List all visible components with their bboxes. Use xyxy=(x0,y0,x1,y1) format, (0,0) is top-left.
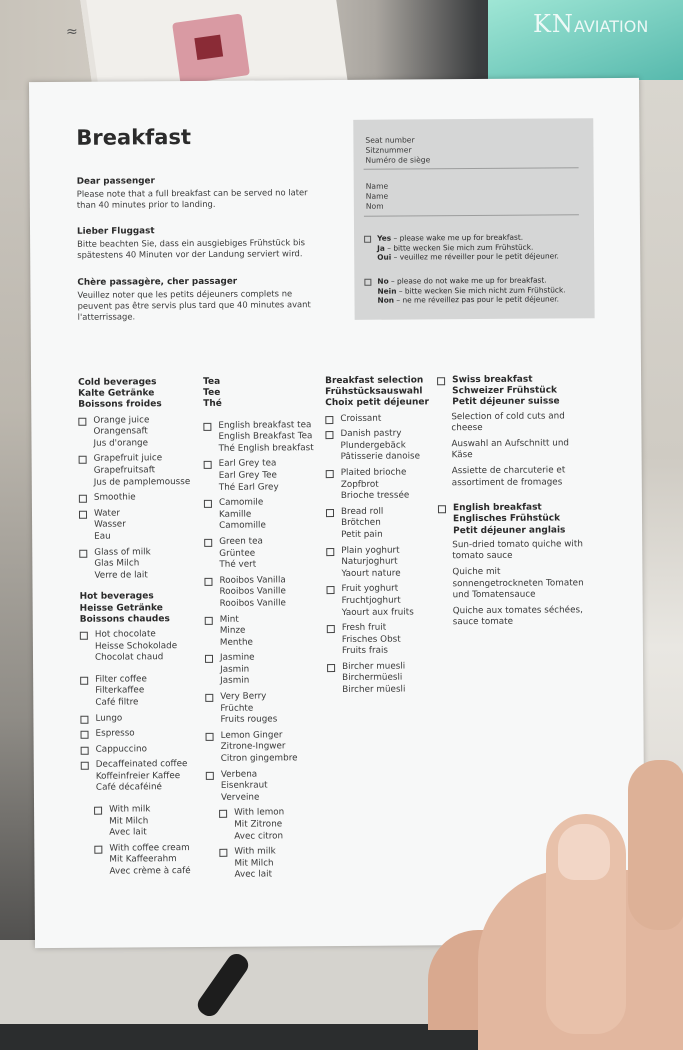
item-fr: Verveine xyxy=(220,792,260,803)
menu-item-lungo[interactable] xyxy=(80,712,205,724)
option-text: – bitte wecken Sie mich nicht zum Frühstück. xyxy=(396,284,566,296)
item-de: Filterkaffee xyxy=(95,685,145,697)
dish-description-de: Quiche mit sonnengetrockneten Tomaten und Tomatensauce xyxy=(452,566,584,601)
checkbox-icon[interactable] xyxy=(79,511,87,519)
item-fr: Thé Earl Grey xyxy=(218,481,279,493)
tea-column xyxy=(203,376,327,886)
checkbox-icon[interactable] xyxy=(205,694,213,702)
item-en: Camomile xyxy=(218,497,264,508)
checkbox-icon[interactable] xyxy=(364,236,371,243)
swiss-breakfast-option[interactable] xyxy=(437,374,587,409)
menu-item-english-breakfast-tea[interactable] xyxy=(203,420,323,456)
dish-description-de: Auswahl an Aufschnitt und Käse xyxy=(451,438,570,461)
dish-description-fr: Quiche aux tomates séchées, sauce tomate xyxy=(452,605,583,628)
item-en: Very Berry xyxy=(220,691,267,702)
item-en: Jasmine xyxy=(219,652,255,664)
checkbox-icon[interactable] xyxy=(94,807,102,815)
item-en: Bircher muesli xyxy=(342,661,406,672)
checkbox-icon[interactable] xyxy=(80,632,88,640)
item-de: Earl Grey Tee xyxy=(218,470,277,481)
background-device xyxy=(172,13,250,84)
item-fr: Jus d'orange xyxy=(93,438,149,449)
item-en: Smoothie xyxy=(93,492,136,503)
item-fr: Yaourt aux fruits xyxy=(341,606,414,618)
item-de: Minze xyxy=(219,625,246,636)
header-line: Boissons chaudes xyxy=(79,613,170,625)
wifi-icon: ≈ xyxy=(66,24,78,40)
header-line: Frühstücksauswahl xyxy=(325,386,423,398)
tea-header xyxy=(203,376,323,410)
dish-description-en: Sun-dried tomato quiche with tomato sauce xyxy=(452,539,583,562)
watermark-kn: KN xyxy=(533,10,574,38)
item-de: Rooibos Vanille xyxy=(219,586,286,598)
name-label: Nom xyxy=(365,201,384,211)
menu-item-orange-juice[interactable] xyxy=(78,415,203,451)
item-en: With lemon xyxy=(234,807,285,819)
menu-item-plain-yoghurt[interactable] xyxy=(326,545,438,581)
item-de: Eisenkraut xyxy=(220,780,268,792)
item-en: Orange juice xyxy=(93,414,150,426)
option-text: – please do not wake me up for breakfast. xyxy=(388,275,547,286)
item-en: Decaffeinated coffee xyxy=(95,759,188,770)
menu-item-bread-roll[interactable] xyxy=(326,506,438,542)
intro-en xyxy=(77,175,312,211)
menu-item-earl-grey-tea[interactable] xyxy=(204,458,324,494)
menu-item-grapefruit-juice[interactable] xyxy=(79,453,204,489)
intro-heading: Lieber Fluggast xyxy=(76,226,155,237)
header-line: Petit déjeuner anglais xyxy=(453,524,566,536)
item-de: Früchte xyxy=(220,703,254,714)
hand xyxy=(428,760,683,1024)
intro-heading: Chère passagère, cher passager xyxy=(77,276,238,288)
item-de: Zitrone-Ingwer xyxy=(220,741,286,753)
seat-form xyxy=(353,118,594,320)
item-de: Kamille xyxy=(218,509,252,520)
selection-column xyxy=(325,375,439,700)
menu-item-croissant[interactable] xyxy=(325,413,437,425)
checkbox-icon[interactable] xyxy=(81,762,89,770)
item-fr: Avec crème à café xyxy=(109,866,191,877)
item-fr: Brioche tressée xyxy=(340,490,410,502)
english-breakfast-option[interactable] xyxy=(438,502,588,537)
checkbox-icon[interactable] xyxy=(326,509,334,517)
item-en: Espresso xyxy=(95,728,135,739)
header-line: Tee xyxy=(203,388,221,399)
option-bold: Yes xyxy=(377,233,392,243)
intro-heading: Dear passenger xyxy=(76,176,155,187)
item-de: Fruchtjoghurt xyxy=(341,595,401,606)
hand-finger xyxy=(628,760,683,930)
menu-item-espresso[interactable] xyxy=(81,728,206,740)
option-text: – ne me réveillez pas pour le petit déjeuner. xyxy=(394,294,559,305)
checkbox-icon[interactable] xyxy=(203,422,211,430)
page-title: Breakfast xyxy=(76,125,192,150)
item-fr: Chocolat chaud xyxy=(94,652,164,663)
item-de: Wasser xyxy=(94,519,126,531)
menu-item-verbena[interactable] xyxy=(206,769,326,805)
item-de: English Breakfast Tea xyxy=(218,431,313,443)
item-fr: Jasmin xyxy=(220,676,250,687)
menu-item-lemon-ginger[interactable] xyxy=(206,730,326,766)
hot-beverages-header xyxy=(80,591,205,625)
checkbox-icon[interactable] xyxy=(204,539,212,547)
checkbox-icon[interactable] xyxy=(325,431,333,439)
item-en: Cappuccino xyxy=(95,744,148,755)
menu-item-glass-of-milk[interactable] xyxy=(79,546,204,582)
item-en: Fruit yoghurt xyxy=(341,583,399,595)
menu-option-with-coffee-cream[interactable] xyxy=(94,843,206,879)
divider xyxy=(364,167,579,170)
item-en: With milk xyxy=(234,846,276,857)
item-en: Bread roll xyxy=(340,506,384,517)
menu-option-with-milk[interactable] xyxy=(94,804,206,840)
item-fr: Avec lait xyxy=(234,869,273,881)
option-bold: No xyxy=(377,276,389,286)
checkbox-icon[interactable] xyxy=(205,616,213,624)
item-de: Zopfbrot xyxy=(340,479,379,490)
option-text: – please wake me up for breakfast. xyxy=(391,232,524,243)
item-en: Rooibos Vanilla xyxy=(219,575,286,586)
checkbox-icon[interactable] xyxy=(219,849,227,857)
item-en: Plain yoghurt xyxy=(341,545,400,556)
option-bold: Ja xyxy=(377,243,385,253)
checkbox-icon[interactable] xyxy=(327,664,335,672)
option-bold: Nein xyxy=(377,286,397,296)
header-line: English breakfast xyxy=(452,502,542,514)
dish-description-en: Selection of cold cuts and cheese xyxy=(451,411,565,434)
item-de: Plundergebäck xyxy=(340,440,406,451)
checkbox-icon[interactable] xyxy=(364,279,371,286)
menu-item-water[interactable] xyxy=(79,508,204,544)
option-bold: Oui xyxy=(377,252,392,262)
menu-option-with-milk-tea[interactable] xyxy=(219,846,326,882)
menu-option-with-lemon[interactable] xyxy=(219,808,326,844)
item-fr: Rooibos Vanille xyxy=(219,598,286,609)
header-line: Heisse Getränke xyxy=(79,602,163,614)
item-fr: Thé English breakfast xyxy=(218,442,314,454)
header-line: Choix petit déjeuner xyxy=(325,397,429,409)
item-fr: Yaourt nature xyxy=(341,568,401,579)
checkbox-icon[interactable] xyxy=(80,676,88,684)
item-en: Lemon Ginger xyxy=(220,730,283,741)
item-fr: Avec citron xyxy=(234,830,284,842)
checkbox-icon[interactable] xyxy=(205,655,213,663)
item-en: With milk xyxy=(109,804,151,815)
item-de: Mit Zitrone xyxy=(234,819,283,830)
menu-item-filter-coffee[interactable] xyxy=(80,674,205,710)
item-de: Grapefruitsaft xyxy=(93,465,156,476)
item-en: Water xyxy=(93,508,121,519)
header-line: Tea xyxy=(203,376,221,387)
name-label: Name xyxy=(365,181,389,191)
checkbox-icon[interactable] xyxy=(204,461,212,469)
menu-item-danish-pastry[interactable] xyxy=(325,429,437,465)
header-line: Schweizer Frühstück xyxy=(452,385,558,397)
checkbox-icon[interactable] xyxy=(327,586,335,594)
beverages-column xyxy=(78,377,207,882)
intro-text: Bitte beachten Sie, dass ein ausgiebiges Frühstück bis spätestens 40 Minuten vor der Landung serviert wird. xyxy=(77,237,306,260)
item-fr: Fruits rouges xyxy=(220,714,278,726)
item-de: Mit Milch xyxy=(234,858,274,869)
item-fr: Bircher müesli xyxy=(342,684,406,696)
item-de: Mit Kaffeerahm xyxy=(109,854,177,866)
item-fr: Citron gingembre xyxy=(220,753,298,764)
item-en: Green tea xyxy=(219,536,263,547)
divider xyxy=(364,214,579,217)
checkbox-icon[interactable] xyxy=(204,578,212,586)
item-fr: Menthe xyxy=(219,637,253,648)
seat-label: Numéro de siège xyxy=(365,155,431,165)
item-en: Danish pastry xyxy=(340,428,402,440)
checkbox-icon[interactable] xyxy=(80,715,88,723)
item-de: Grüntee xyxy=(219,548,256,559)
menu-item-decaffeinated-coffee[interactable] xyxy=(81,759,206,795)
item-en: Lungo xyxy=(95,713,123,724)
item-en: Mint xyxy=(219,614,239,625)
intro-de xyxy=(77,225,312,261)
menu-item-camomile[interactable] xyxy=(204,497,324,533)
option-text: – bitte wecken Sie mich zum Frühstück. xyxy=(384,242,534,253)
item-en: English breakfast tea xyxy=(218,419,312,431)
intro-text: Please note that a full breakfast can be served no later than 40 minutes prior to landing. xyxy=(76,187,308,210)
checkbox-icon[interactable] xyxy=(79,495,87,503)
option-bold: Non xyxy=(377,295,395,305)
checkbox-icon[interactable] xyxy=(94,845,102,853)
item-de: Naturjoghurt xyxy=(341,556,398,568)
item-fr: Thé vert xyxy=(219,559,257,570)
wake-yes-checkbox[interactable] xyxy=(364,232,582,262)
header-line: Petit déjeuner suisse xyxy=(452,396,560,408)
item-de: Mit Milch xyxy=(109,815,149,827)
item-en: Hot chocolate xyxy=(94,629,156,640)
item-fr: Pâtisserie danoise xyxy=(340,451,421,463)
cold-beverages-header xyxy=(78,377,203,411)
menu-item-smoothie[interactable] xyxy=(79,492,204,504)
seat-label: Seat number xyxy=(365,135,415,145)
menu-item-green-tea[interactable] xyxy=(204,536,324,572)
checkbox-icon[interactable] xyxy=(219,810,227,818)
option-text: – veuillez me réveiller pour le petit déjeuner. xyxy=(391,251,559,262)
checkbox-icon[interactable] xyxy=(78,417,86,425)
checkbox-icon[interactable] xyxy=(327,625,335,633)
header-line: Hot beverages xyxy=(79,591,154,603)
item-fr: Café filtre xyxy=(95,697,139,708)
item-en: Plaited brioche xyxy=(340,467,407,478)
item-de: Orangensaft xyxy=(93,426,148,437)
checkbox-icon[interactable] xyxy=(206,733,214,741)
item-en: Croissant xyxy=(340,413,382,424)
item-fr: Avec lait xyxy=(109,827,147,838)
item-en: Earl Grey tea xyxy=(218,458,277,470)
breakfast-selection-header xyxy=(325,375,437,409)
item-en: Glass of milk xyxy=(94,546,151,558)
item-fr: Verre de lait xyxy=(94,570,148,581)
checkbox-icon[interactable] xyxy=(81,731,89,739)
intro-text: Veuillez noter que les petits déjeuners complets ne peuvent pas être servis plus tard que 40 minutes avant l'atterrissage. xyxy=(77,288,311,322)
menu-item-plaited-brioche[interactable] xyxy=(326,467,438,503)
dish-description-fr: Assiette de charcuterie et assortiment de fromages xyxy=(451,465,566,488)
menu-item-mint[interactable] xyxy=(205,614,325,650)
checkbox-icon[interactable] xyxy=(438,505,446,513)
item-de: Frisches Obst xyxy=(341,634,401,645)
name-label: Name xyxy=(365,191,389,201)
header-line: Kalte Getränke xyxy=(78,388,155,400)
item-de: Jasmin xyxy=(220,664,250,675)
item-fr: Eau xyxy=(94,531,111,542)
item-en: Grapefruit juice xyxy=(93,453,163,465)
header-line: Swiss breakfast xyxy=(452,374,533,386)
item-en: Filter coffee xyxy=(95,674,147,685)
checkbox-icon[interactable] xyxy=(325,416,333,424)
item-de: Birchermüesli xyxy=(342,673,403,684)
item-fr: Camomille xyxy=(219,520,266,532)
watermark-aviation: AVIATION xyxy=(573,17,649,36)
item-en: With coffee cream xyxy=(109,842,190,854)
header-line: Cold beverages xyxy=(78,377,157,388)
checkbox-icon[interactable] xyxy=(326,548,334,556)
menu-item-fruit-yoghurt[interactable] xyxy=(326,584,438,620)
menu-item-fresh-fruit[interactable] xyxy=(327,622,439,658)
seat-label: Sitznummer xyxy=(365,145,412,155)
menu-item-cappuccino[interactable] xyxy=(81,744,206,756)
item-en: Verbena xyxy=(220,769,258,780)
thumb-nail xyxy=(558,824,610,880)
menu-item-hot-chocolate[interactable] xyxy=(80,629,205,665)
checkbox-icon[interactable] xyxy=(204,500,212,508)
header-line: Boissons froides xyxy=(78,399,162,411)
item-de: Heisse Schokolade xyxy=(94,640,178,652)
item-fr: Jus de pamplemousse xyxy=(93,476,191,488)
item-de: Glas Milch xyxy=(94,558,140,569)
item-en: Fresh fruit xyxy=(341,622,387,634)
header-line: Thé xyxy=(203,399,222,410)
header-line: Breakfast selection xyxy=(325,375,424,387)
checkbox-icon[interactable] xyxy=(326,470,334,478)
checkbox-icon[interactable] xyxy=(79,549,87,557)
header-line: Englisches Frühstück xyxy=(453,513,561,525)
checkbox-icon[interactable] xyxy=(81,746,89,754)
menu-item-jasmine[interactable] xyxy=(205,652,325,688)
intro-fr xyxy=(77,276,312,323)
menu-item-very-berry[interactable] xyxy=(205,691,325,727)
menu-item-rooibos-vanilla[interactable] xyxy=(204,575,324,611)
item-de: Koffeinfreier Kaffee xyxy=(95,770,181,782)
item-fr: Petit pain xyxy=(341,529,383,540)
name-field[interactable] xyxy=(366,180,578,211)
item-de: Brötchen xyxy=(341,518,381,529)
item-fr: Fruits frais xyxy=(341,645,389,657)
watermark xyxy=(533,10,648,38)
checkbox-icon[interactable] xyxy=(79,456,87,464)
seat-number-field[interactable] xyxy=(365,134,577,165)
menu-item-bircher-muesli[interactable] xyxy=(327,661,439,697)
wake-no-checkbox[interactable] xyxy=(364,275,582,305)
checkbox-icon[interactable] xyxy=(437,377,445,385)
breakfast-options-column xyxy=(437,374,589,633)
checkbox-icon[interactable] xyxy=(206,772,214,780)
item-fr: Café décaféiné xyxy=(95,782,162,794)
